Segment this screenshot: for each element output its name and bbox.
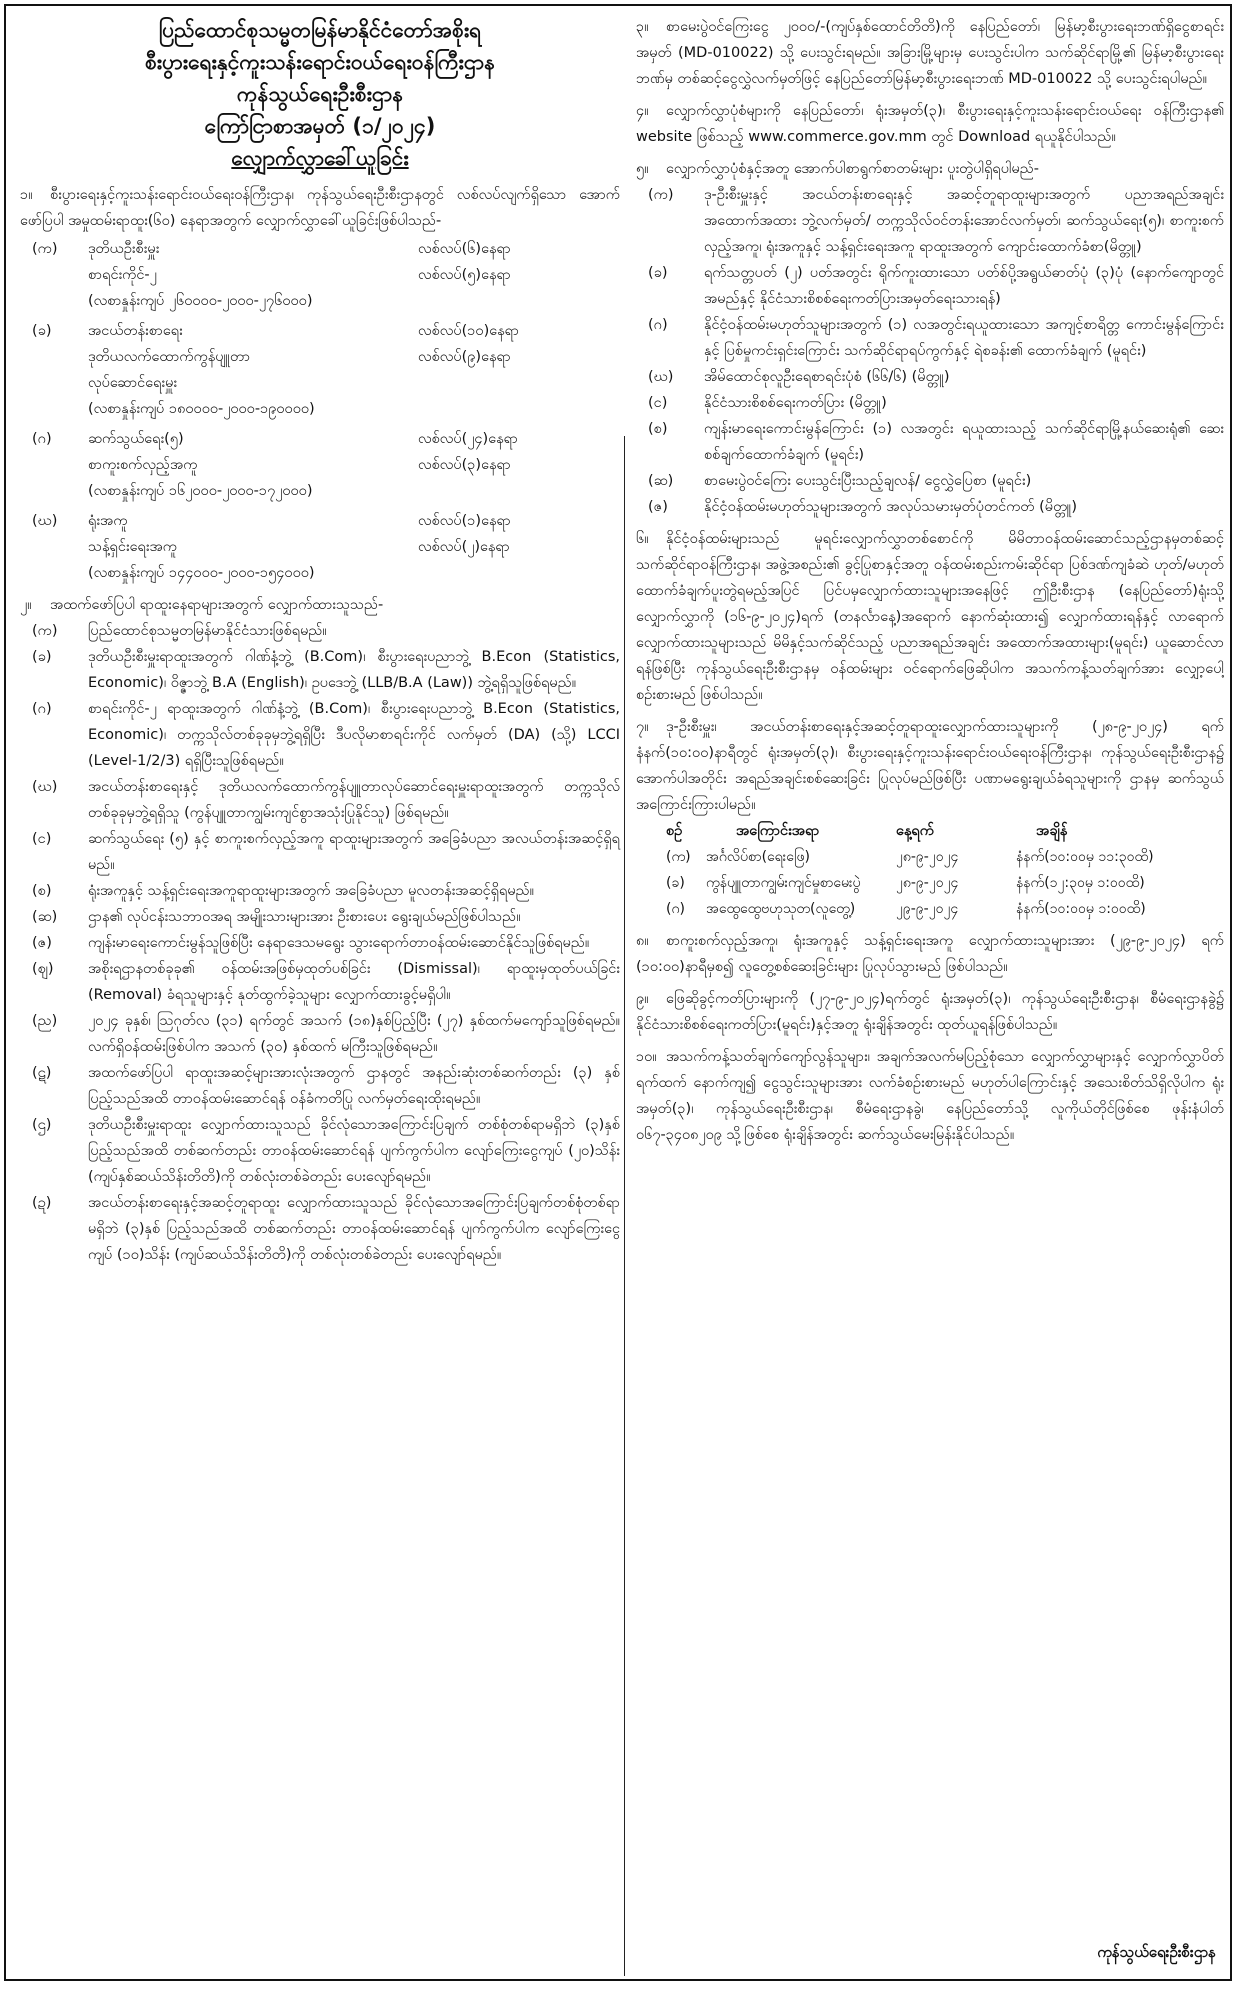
section-9: [636, 986, 1224, 1038]
list-item: (ဆ) ဌာန၏ လုပ်ငန်းသဘာဝအရ အမျိုးသားများအား ဦးစားပေး ရွေးချယ်မည်ဖြစ်ပါသည်။: [32, 909, 521, 925]
post-name: စာကူးစက်လှည့်အကူ: [88, 457, 198, 473]
vacancy-count: လစ်လပ်(၅)နေရာ: [418, 267, 511, 283]
section-number: ၁။: [20, 187, 33, 203]
section-text: စာကူးစက်လှည့်အကူ၊ ရုံးအကူနှင့် သန့်ရှင်းရေးအကူ လျှောက်ထားသူများအား (၂၉-၉-၂၀၂၄) ရက် (၁၀:၀၀)နာရီမှစ၍ လူတွေ့စစ်ဆေးခြင်းများ ပြုလုပ်သွားမည် ဖြစ်ပါသည်။: [636, 933, 1224, 975]
post-name: စာရင်းကိုင်-၂: [88, 267, 157, 283]
section-text: ဖြေဆိုခွင့်ကတ်ပြားများကို (၂၇-၉-၂၀၂၄)ရက်တွင် ရုံးအမှတ်(၃)၊ ကုန်သွယ်ရေးဦးစီးဌာန၊ စီမံရေးဌာနခွဲ၌ နိုင်ငံသားစိစစ်ရေးကတ်ပြား(မူရင်း)နှင့်အတူ ရုံးချိန်အတွင်း ထုတ်ယူရန်ဖြစ်ပါသည်။: [636, 991, 1224, 1033]
list-item: (ဃ) အငယ်တန်းစာရေးနှင့် ဒုတိယလက်ထောက်ကွန်ပျူတာလုပ်ဆောင်ရေးမှူးရာထူးအတွက် တက္ကသိုလ်တစ်ခုခုမှဘွဲ့ရရှိသူ (ကွန်ပျူတာကျွမ်းကျင်စွာအသုံးပြုနိုင်သူ) ဖြစ်ရမည်။: [32, 779, 620, 821]
section-1: [20, 182, 620, 586]
list-item: (ည) ၂၀၂၄ ခုနှစ်၊ ဩဂုတ်လ (၃၁) ရက်တွင် အသက် (၁၈)နှစ်ပြည့်ပြီး (၂၇) နှစ်ထက်မကျော်သူဖြစ်ရမည်။ လက်ရှိဝန်ထမ်းဖြစ်ပါက အသက် (၃၀) နှစ်ထက် မကြီးသူဖြစ်ရမည်။: [32, 1013, 620, 1055]
list-item: (င) ဆက်သွယ်ရေး (၅) နှင့် စာကူးစက်လှည့်အကူ ရာထူးများအတွက် အခြေခံပညာ အလယ်တန်းအဆင့်ရှိရမည်။: [32, 831, 620, 873]
section-8: [636, 928, 1224, 980]
section-number: ၃။: [636, 19, 649, 35]
list-item: (ဂ) စာရင်းကိုင်-၂ ရာထူးအတွက် ဂါဏ်နံ့ဘွဲ့ (B.Com)၊ စီးပွားရေးပညာဘွဲ့ B.Econ (Statistics, Economic)၊ တက္ကသိုလ်တစ်ခုခုမှဘွဲ့ရရှိပြီး ဒီပလိုမာစာရင်းကိုင် လက်မှတ် (DA) (သို့) LCCI (Level-1/2/3) ရရှိပြီးသူဖြစ်ရမည်။: [32, 701, 620, 769]
group-label: (ဂ): [32, 431, 52, 447]
post-name: အငယ်တန်းစာရေး: [88, 323, 183, 339]
list-item: (စ) ကျန်းမာရေးကောင်းမွန်ကြောင်း (၁) လအတွင်း ရယူထားသည့် သက်ဆိုင်ရာမြို့နယ်ဆေးရုံ၏ ဆေးစစ်ချက်ထောက်ခံချက် (မူရင်း): [648, 421, 1224, 463]
section-text: လျှောက်လွှာပုံစံများကို နေပြည်တော်၊ ရုံးအမှတ်(၃)၊ စီးပွားရေးနှင့်ကူးသန်းရောင်းဝယ်ရေး ဝန်ကြီးဌာန၏ website ဖြစ်သည့် www.commerce.gov.mm တွင် Download ရယူနိုင်ပါသည်။: [636, 103, 1224, 145]
section-text: စီးပွားရေးနှင့်ကူးသန်းရောင်းဝယ်ရေးဝန်ကြီးဌာန၊ ကုန်သွယ်ရေးဦးစီးဌာနတွင် လစ်လပ်လျက်ရှိသော အောက်ဖော်ပြပါ အမှုထမ်းရာထူး(၆၀) နေရာအတွက် လျှောက်လွှာခေါ်ယူခြင်းဖြစ်ပါသည်-: [20, 187, 620, 229]
post-name: ရုံးအကူ: [88, 513, 128, 529]
salary-scale: (လစာနှုန်းကျပ် ၁၄၄၀၀၀-၂၀၀၀-၁၅၄၀၀၀): [88, 565, 315, 581]
post-name: ဆက်သွယ်ရေး(၅): [88, 431, 184, 447]
vacancy-group: [20, 508, 620, 586]
schedule-header: စဉ် အကြောင်းအရာ နေ့ရက် အချိန်: [666, 823, 1068, 839]
header-department: ကုန်သွယ်ရေးဦးစီးဌာန: [236, 82, 404, 106]
section-3: [636, 14, 1224, 92]
section-text: လျှောက်လွှာပုံစံနှင့်အတူ အောက်ပါစာရွက်စာတမ်းများ ပူးတွဲပါရှိရပါမည်-: [666, 161, 1040, 177]
schedule-row: (ခ) ကွန်ပျူတာကျွမ်းကျင်မှုစာမေးပွဲ ၂၈-၉-၂၀၂၄ နံနက်(၁၂:၃၀မှ ၁:၀၀ထိ): [666, 875, 1145, 891]
post-name: သန့်ရှင်းရေးအကူ: [88, 539, 177, 555]
vacancy-count: လစ်လပ်(၉)နေရာ: [418, 349, 511, 365]
section-text: အထက်ဖော်ပြပါ ရာထူးနေရာများအတွက် လျှောက်ထားသူသည်-: [50, 597, 384, 613]
section-4: [636, 98, 1224, 150]
section-number: ၅။: [636, 161, 649, 177]
list-item: (ဌ) ဒုတိယဦးစီးမှူးရာထူး လျှောက်ထားသူသည် ခိုင်လုံသောအကြောင်းပြချက် တစ်စုံတစ်ရာမရှိဘဲ (၃)နှစ်ပြည့်သည်အထိ တစ်ဆက်တည်း တာဝန်ထမ်းဆောင်ရန် ပျက်ကွက်ပါက လျော်ကြေးငွေကျပ် (၂၀)သိန်း (ကျပ်နှစ်ဆယ်သိန်းတိတိ)ကို တစ်လုံးတစ်ခဲတည်း ပေးလျော်ရမည်။: [32, 1117, 620, 1185]
vacancy-count: လစ်လပ်(၁၀)နေရာ: [418, 323, 519, 339]
vacancy-count: လစ်လပ်(၂)နေရာ: [418, 539, 510, 555]
schedule-row: (ဂ) အထွေထွေဗဟုသုတ(လူတွေ့) ၂၉-၉-၂၀၂၄ နံနက်(၁၀:၀၀မှ ၁:၀၀ထိ): [666, 901, 1146, 917]
list-item: (ဇ) နိုင်ငံ့ဝန်ထမ်းမဟုတ်သူများအတွက် အလုပ်သမားမှတ်ပုံတင်ကတ် (မိတ္တူ): [648, 499, 1078, 515]
list-item: (ဍ) အငယ်တန်းစာရေးနှင့်အဆင့်တူရာထူး လျှောက်ထားသူသည် ခိုင်လုံသောအကြောင်းပြချက်တစ်စုံတစ်ရာမရှိဘဲ (၃)နှစ် ပြည့်သည်အထိ တစ်ဆက်တည်း တာဝန်ထမ်းဆောင်ရန် ပျက်ကွက်ပါက လျော်ကြေးငွေကျပ် (၁၀)သိန်း (ကျပ်ဆယ်သိန်းတိတိ)ကို တစ်လုံးတစ်ခဲတည်း ပေးလျော်ရမည်။: [32, 1195, 620, 1263]
header-notice-number: ကြော်ငြာစာအမှတ် (၁/၂၀၂၄): [204, 114, 436, 138]
vacancy-count: လစ်လပ်(၆)နေရာ: [418, 241, 511, 257]
list-item: (ဂ) နိုင်ငံ့ဝန်ထမ်းမဟုတ်သူများအတွက် (၁) လအတွင်းရယူထားသော အကျင့်စာရိတ္တ ကောင်းမွန်ကြောင်းနှင့် ပြစ်မှုကင်းရှင်းကြောင်း သက်ဆိုင်ရာရပ်ကွက်နှင့် ရဲစခန်း၏ ထောက်ခံချက် (မူရင်း): [648, 317, 1224, 359]
section-number: ၄။: [636, 103, 649, 119]
schedule-row: (က) အင်္ဂလိပ်စာ(ရေးဖြေ) ၂၈-၉-၂၀၂၄ နံနက်(၁၀:၀၀မှ ၁၁:၃၀ထိ): [666, 849, 1154, 865]
section-number: ၁၀။: [636, 1049, 657, 1065]
left-column: [20, 14, 620, 1274]
list-item: (က) ပြည်ထောင်စုသမ္မတမြန်မာနိုင်ငံသားဖြစ်ရမည်။: [32, 623, 327, 639]
document-header: [20, 14, 620, 174]
vacancy-group: [20, 236, 620, 314]
section-2: [20, 592, 620, 1268]
vacancy-group: [20, 426, 620, 504]
list-item: (ဇ) ကျန်းမာရေးကောင်းမွန်သူဖြစ်ပြီး နေရာဒေသမရွေး သွားရောက်တာဝန်ထမ်းဆောင်နိုင်သူဖြစ်ရမည်။: [32, 935, 590, 951]
section-text: ဒု-ဦးစီးမှူး၊ အငယ်တန်းစာရေးနှင့်အဆင့်တူရာထူးလျှောက်ထားသူများကို (၂၈-၉-၂၀၂၄) ရက် နံနက်(၁၀:၀၀)နာရီတွင် ရုံးအမှတ်(၃)၊ စီးပွားရေးနှင့်ကူးသန်းရောင်းဝယ်ရေးဝန်ကြီးဌာန၊ ကုန်သွယ်ရေးဦးစီးဌာန၌ အောက်ပါအတိုင်း အရည်အချင်းစစ်ဆေးခြင်း ပြုလုပ်မည်ဖြစ်ပြီး ပဏာမရွေးချယ်ခံရသူများကို ဌာနမှ ဆက်သွယ်အကြောင်းကြားပါမည်။: [636, 719, 1224, 813]
list-item: (ခ) ရက်သတ္တပတ် (၂) ပတ်အတွင်း ရိုက်ကူးထားသော ပတ်စ်ပို့အရွယ်ဓာတ်ပုံ (၃)ပုံ (နောက်ကျောတွင် အမည်နှင့် နိုင်ငံသားစိစစ်ရေးကတ်ပြားအမှတ်ရေးသားရန်): [648, 265, 1224, 307]
section-6: [636, 526, 1224, 708]
vacancy-group: [20, 318, 620, 422]
section-text: စာမေးပွဲဝင်ကြေးငွေ ၂၀၀၀/-(ကျပ်နှစ်ထောင်တိတိ)ကို နေပြည်တော်၊ မြန်မာ့စီးပွားရေးဘဏ်ရှိငွေစာရင်းအမှတ် (MD-010022) သို့ ပေးသွင်းရမည်။ အခြားမြို့များမှ ပေးသွင်းပါက သက်ဆိုင်ရာမြို့၏ မြန်မာ့စီးပွားရေးဘဏ်မှ တစ်ဆင့်ငွေလွှဲလက်မှတ်ဖြင့် နေပြည်တော်မြန်မာ့စီးပွားရေးဘဏ် MD-010022 သို့ ပေးသွင်းရပါမည်။: [636, 19, 1224, 87]
section-number: ၂။: [20, 597, 32, 613]
section-number: ၉။: [636, 991, 649, 1007]
salary-scale: (လစာနှုန်းကျပ် ၁၆၂၀၀၀-၂၀၀၀-၁၇၂၀၀၀): [88, 483, 313, 499]
section-number: ၆။: [636, 531, 649, 547]
section-text: အသက်ကန့်သတ်ချက်ကျော်လွန်သူများ၊ အချက်အလက်မပြည့်စုံသော လျှောက်လွှာများနှင့် လျှောက်လွှာပိတ်ရက်ထက် နောက်ကျ၍ ငွေသွင်းသူများအား လက်ခံစဉ်းစားမည် မဟုတ်ပါကြောင်းနှင့် အသေးစိတ်သိရှိလိုပါက ရုံးအမှတ်(၃)၊ ကုန်သွယ်ရေးဦးစီးဌာန၊ စီမံရေးဌာနခွဲ၊ နေပြည်တော်သို့ လူကိုယ်တိုင်ဖြစ်စေ ဖုန်းနံပါတ် ၀၆၇-၃၄၀၈၂၀၉ သို့ဖြစ်စေ ရုံးချိန်အတွင်း ဆက်သွယ်မေးမြန်းနိုင်ပါသည်။: [636, 1049, 1224, 1143]
post-name: ဒုတိယလက်ထောက်ကွန်ပျူတာ: [88, 349, 251, 365]
vacancy-count: လစ်လပ်(၂၄)နေရာ: [418, 431, 518, 447]
column-divider: [624, 436, 625, 1976]
right-column: [636, 14, 1224, 1154]
group-label: (က): [32, 241, 58, 257]
list-item: (က) ဒု-ဦးစီးမှူးနှင့် အငယ်တန်းစာရေးနှင့် အဆင့်တူရာထူးများအတွက် ပညာအရည်အချင်း အထောက်အထား ဘွဲ့လက်မှတ်/ တက္ကသိုလ်ဝင်တန်းအောင်လက်မှတ်၊ ဆက်သွယ်ရေး(၅)၊ စာကူးစက်လှည့်အကူ၊ ရုံးအကူနှင့် သန့်ရှင်းရေးအကူ ရာထူးအတွက် ကျောင်းထောက်ခံစာ(မိတ္တူ): [648, 187, 1224, 255]
salary-scale: (လစာနှုန်းကျပ် ၂၆၀၀၀၀-၂၀၀၀-၂၇၆၀၀၀): [88, 293, 313, 309]
header-notice-title: လျှောက်လွှာခေါ်ယူခြင်း: [231, 146, 409, 170]
section-10: [636, 1044, 1224, 1148]
vacancy-count: လစ်လပ်(၁)နေရာ: [418, 513, 511, 529]
list-item: (ဃ) အိမ်ထောင်စုလူဦးရေစာရင်းပုံစံ (၆၆/၆) (မိတ္တူ): [648, 369, 950, 385]
section-number: ၇။: [636, 719, 649, 735]
vacancy-count: လစ်လပ်(၃)နေရာ: [418, 457, 511, 473]
list-item: (ဆ) စာမေးပွဲဝင်ကြေး ပေးသွင်းပြီးသည့်ချလန်/ ငွေလွှဲပြေစာ (မူရင်း): [648, 473, 1032, 489]
list-item: (ဈ) အစိုးရဌာနတစ်ခုခု၏ ဝန်ထမ်းအဖြစ်မှထုတ်ပစ်ခြင်း (Dismissal)၊ ရာထူးမှထုတ်ပယ်ခြင်း (Removal) ခံရသူများနှင့် နုတ်ထွက်ခဲ့သူများ လျှောက်ထားခွင့်မရှိပါ။: [32, 961, 620, 1003]
header-government: ပြည်ထောင်စုသမ္မတမြန်မာနိုင်ငံတော်အစိုးရ: [158, 18, 482, 42]
list-item: (င) နိုင်ငံသားစိစစ်ရေးကတ်ပြား (မိတ္တူ): [648, 395, 887, 411]
section-number: ၈။: [636, 933, 649, 949]
list-item: (ဋ) အထက်ဖော်ပြပါ ရာထူးအဆင့်များအားလုံးအတွက် ဌာနတွင် အနည်းဆုံးတစ်ဆက်တည်း (၃) နှစ်ပြည့်သည်အထိ တာဝန်ထမ်းဆောင်ရန် ဝန်ခံကတိပြု လက်မှတ်ရေးထိုးရမည်။: [32, 1065, 620, 1107]
issuer-signature: ကုန်သွယ်ရေးဦးစီးဌာန: [1097, 1943, 1216, 1961]
header-ministry: စီးပွားရေးနှင့်ကူးသန်းရောင်းဝယ်ရေးဝန်ကြီးဌာန: [144, 50, 496, 74]
section-text: နိုင်ငံ့ဝန်ထမ်းများသည် မူရင်းလျှောက်လွှာတစ်စောင်ကို မိမိတာဝန်ထမ်းဆောင်သည့်ဌာနမှတစ်ဆင့် သက်ဆိုင်ရာဝန်ကြီးဌာန၊ အဖွဲ့အစည်း၏ ခွင့်ပြုစာနှင့်အတူ ဝန်ထမ်းစည်းကမ်းဆိုင်ရာ ပြစ်ဒဏ်ကျခံဆဲ ဟုတ်/မဟုတ် ထောက်ခံချက်ပူးတွဲရမည့်အပြင် ပြင်ပမှလျှောက်ထားသူများအနေဖြင့် ဤဦးစီးဌာန (နေပြည်တော်)ရုံးသို့ လျှောက်လွှာကို (၁၆-၉-၂၀၂၄)ရက် (တနင်္လာနေ့)အရောက် နောက်ဆုံးထား၍ လျှောက်ထားရန်နှင့် လာရောက်လျှောက်ထားသူများသည် မိမိနှင့်သက်ဆိုင်သည့် ပညာအရည်အချင်း အထောက်အထားများ(မူရင်း) ယူဆောင်လာရန်ဖြစ်ပြီး ကုန်သွယ်ရေးဦးစီးဌာနမှ ဝန်ထမ်းများ ဝင်ရောက်ဖြေဆိုပါက အသက်ကန့်သတ်ချက်အား လျှော့ပေါ့စဉ်းစားမည် ဖြစ်ပါသည်။: [636, 531, 1224, 703]
post-name: ဒုတိယဦးစီးမှူး: [88, 241, 160, 257]
section-7: [636, 714, 1224, 922]
section-5: [636, 156, 1224, 520]
post-name: လုပ်ဆောင်ရေးမှူး: [88, 375, 178, 391]
group-label: (ခ): [32, 323, 52, 339]
announcement-page: [4, 4, 1232, 1981]
list-item: (စ) ရုံးအကူနှင့် သန့်ရှင်းရေးအကူရာထူးများအတွက် အခြေခံပညာ မူလတန်းအဆင့်ရှိရမည်။: [32, 883, 535, 899]
salary-scale: (လစာနှုန်းကျပ် ၁၈၀၀၀၀-၂၀၀၀-၁၉၀၀၀၀): [88, 401, 315, 417]
list-item: (ခ) ဒုတိယဦးစီးမှူးရာထူးအတွက် ဂါဏ်နံ့ဘွဲ့ (B.Com)၊ စီးပွားရေးပညာဘွဲ့ B.Econ (Statistics, Economic)၊ ဝိဇ္ဇာဘွဲ့ B.A (English)၊ ဥပဒေဘွဲ့ (LLB/B.A (Law)) ဘွဲ့ရရှိသူဖြစ်ရမည်။: [32, 649, 620, 691]
group-label: (ဃ): [32, 513, 58, 529]
